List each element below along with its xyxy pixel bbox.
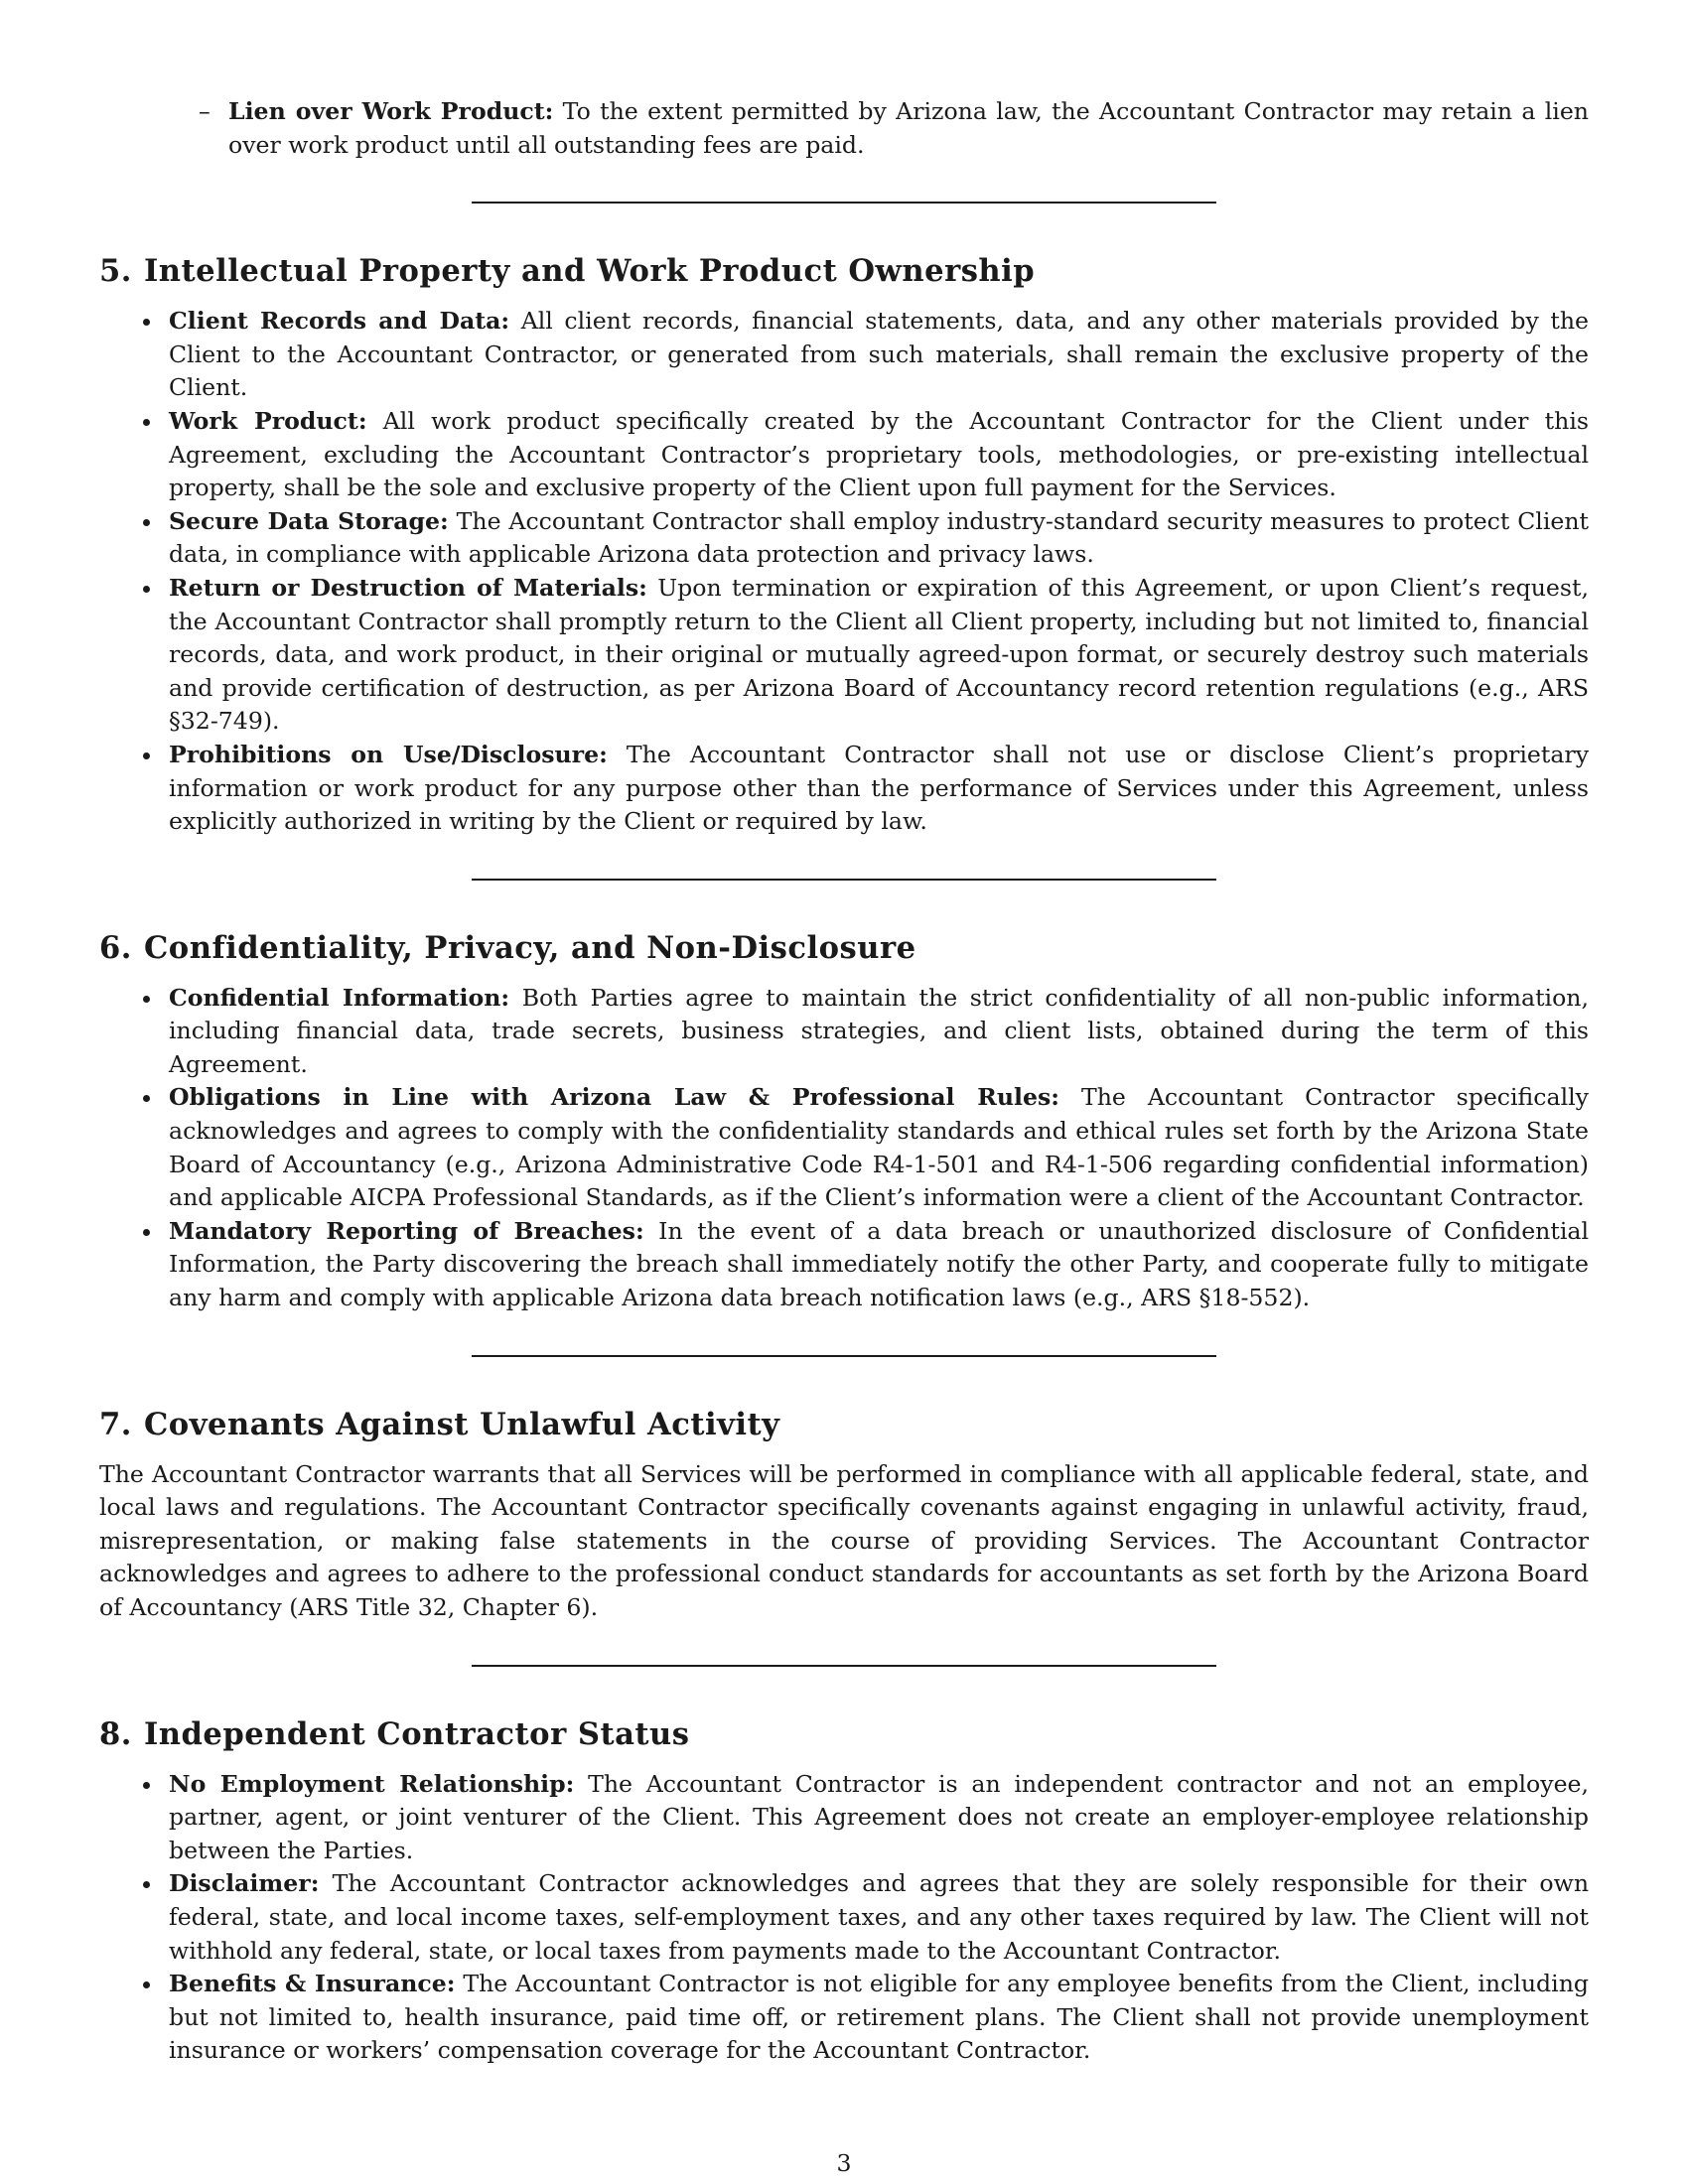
item-text: To the extent permitted by Arizona law, the Accountant Contractor may retain a lien over work product until all outstanding fees are paid. (228, 97, 1590, 159)
section-heading (99, 1405, 1589, 1444)
page-number: 3 (836, 2149, 852, 2177)
section-number: 5. (99, 253, 132, 290)
list-item (169, 1081, 1589, 1214)
item-text: The Accountant Contractor shall employ industry-standard security measures to protect Client data, in compliance with applicable Arizona data protection and privacy laws. (169, 506, 1590, 569)
item-label: No Employment Relationship: (169, 1769, 575, 1798)
document-page (99, 95, 1589, 2068)
list-item (169, 572, 1589, 739)
item-text: Upon termination or expiration of this Agreement, or upon Client’s request, the Accountant Contractor shall promptly return to the Client all Client property, including but not limited to, financial records, data, and work product, in their original or mutually agreed-upon format, or securely destroy such materials and provide certification of destruction, as per Arizona Board of Accountancy record retention regulations (e.g., ARS §32-749). (169, 573, 1589, 736)
sub-item-list (99, 95, 1589, 162)
item-text: In the event of a data breach or unauthorized disclosure of Confidential Information, the Party discovering the breach shall immediately notify the other Party, and cooperate fully to mitigate any harm and comply with applicable Arizona data breach notification laws (e.g., ARS §18-552). (169, 1216, 1589, 1312)
list-item (169, 739, 1589, 839)
section-title: Covenants Against Unlawful Activity (143, 1406, 780, 1442)
list-item (169, 1867, 1589, 1968)
item-label: Work Product: (169, 406, 367, 435)
section-number: 7. (99, 1406, 132, 1442)
section-divider (472, 879, 1216, 881)
item-label: Return or Destruction of Materials: (169, 573, 647, 602)
item-text: The Accountant Contractor acknowledges and agrees that they are solely responsible for their own federal, state, and local income taxes, self-employment taxes, and any other taxes required by law. The Client will not withhold any federal, state, or local taxes from payments made to the Accountant Contractor. (169, 1869, 1590, 1965)
item-text: The Accountant Contractor specifically acknowledges and agrees to comply with the confidentiality standards and ethical rules set forth by the Arizona State Board of Accountancy (e.g., Arizona Administrative Code R4-1-501 and R4-1-506 regarding confidential information) and applicable AICPA Professional Standards, as if the Client’s information were a client of the Accountant Contractor. (169, 1083, 1589, 1212)
list-item (169, 505, 1589, 572)
section-title: Intellectual Property and Work Product Ownership (143, 253, 1036, 290)
section-number: 6. (99, 929, 132, 966)
section-heading (99, 251, 1589, 291)
section-bullet-list (99, 305, 1589, 839)
item-label: Benefits & Insurance: (169, 1970, 456, 1998)
item-label: Lien over Work Product: (228, 97, 554, 125)
item-label: Confidential Information: (169, 983, 510, 1012)
item-label: Client Records and Data: (169, 307, 510, 336)
section-bullet-list (99, 1768, 1589, 2068)
section-heading (99, 1714, 1589, 1754)
section-number: 8. (99, 1715, 132, 1752)
section-title: Confidentiality, Privacy, and Non-Disclosure (143, 929, 916, 966)
list-item (169, 1968, 1589, 2068)
section-title: Independent Contractor Status (143, 1715, 690, 1752)
list-item (169, 405, 1589, 505)
item-text: The Accountant Contractor is not eligible for any employee benefits from the Client, including but not limited to, health insurance, paid time off, or retirement plans. The Client shall not provide unemployment insurance or workers’ compensation coverage for the Accountant Contractor. (169, 1970, 1589, 2065)
list-item (169, 982, 1589, 1082)
item-label: Disclaimer: (169, 1869, 320, 1898)
item-text: All work product specifically created by the Accountant Contractor for the Client under this Agreement, excluding the Accountant Contractor’s proprietary tools, methodologies, or pre-existing intellectual property, shall be the sole and exclusive property of the Client upon full payment for the Services. (169, 406, 1589, 502)
item-text: The Accountant Contractor is an independent contractor and not an employee, partner, agent, or joint venturer of the Client. This Agreement does not create an employer-employee relationship between the Parties. (169, 1769, 1590, 1864)
item-text: All client records, financial statements, data, and any other materials provided by the Client to the Accountant Contractor, or generated from such materials, shall remain the exclusive property of the Client. (169, 307, 1589, 402)
item-label: Prohibitions on Use/Disclosure: (169, 740, 608, 768)
section-bullet-list (99, 982, 1589, 1315)
section-divider (472, 1355, 1216, 1357)
item-text: The Accountant Contractor shall not use or disclose Client’s proprietary information or work product for any purpose other than the performance of Services under this Agreement, unless explicitly authorized in writing by the Client or required by law. (169, 740, 1590, 836)
item-label: Secure Data Storage: (169, 506, 449, 535)
item-label: Obligations in Line with Arizona Law & Professional Rules: (169, 1083, 1059, 1112)
section-divider (472, 202, 1216, 204)
item-text: Both Parties agree to maintain the strict confidentiality of all non-public information, including financial data, trade secrets, business strategies, and client lists, obtained during the term of this Agreement. (169, 983, 1590, 1078)
list-item (169, 1768, 1589, 1868)
section-heading (99, 928, 1589, 968)
list-item (169, 305, 1589, 405)
list-item (169, 1215, 1589, 1315)
item-label: Mandatory Reporting of Breaches: (169, 1216, 644, 1245)
section-paragraph: The Accountant Contractor warrants that all Services will be performed in compliance with all applicable federal, state, and local laws and regulations. The Accountant Contractor specifically covenants against engaging in unlawful activity, fraud, misrepresentation, or making false statements in the course of providing Services. The Accountant Contractor acknowledges and agrees to adhere to the professional conduct standards for accountants as set forth by the Arizona Board of Accountancy (ARS Title 32, Chapter 6). (99, 1459, 1589, 1621)
list-item (228, 95, 1589, 162)
section-divider (472, 1665, 1216, 1667)
